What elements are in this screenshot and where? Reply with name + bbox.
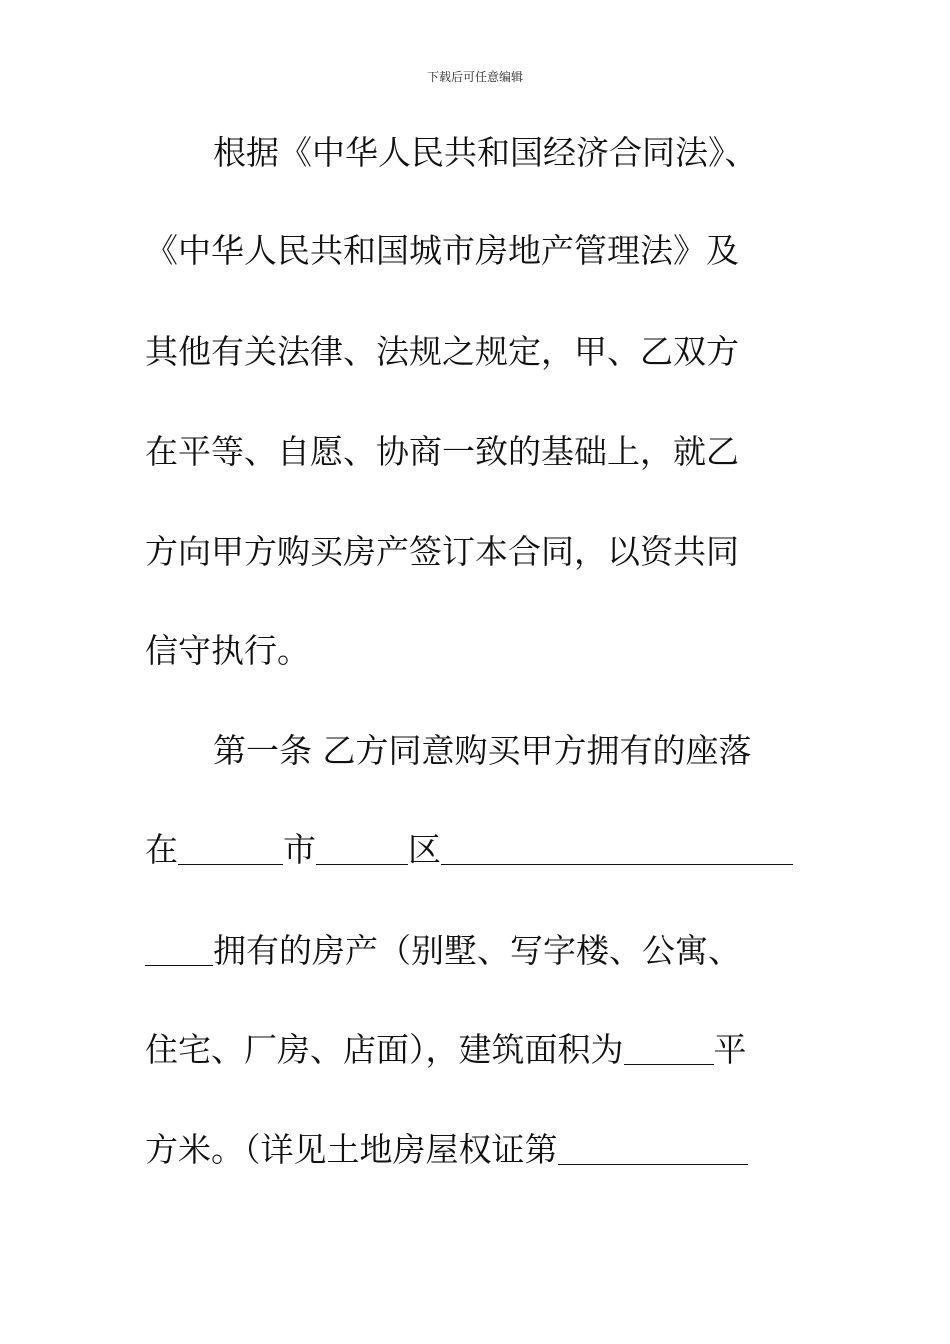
area-line — [145, 1030, 747, 1070]
paragraph-line: 方向甲方购买房产签订本合同，以资共同 — [145, 532, 739, 571]
article-one-line: 第一条 乙方同意购买甲方拥有的座落 — [213, 731, 752, 770]
paragraph-line: 在平等、自愿、协商一致的基础上，就乙 — [145, 432, 739, 471]
certificate-text: 方米。（详见土地房屋权证第 — [145, 1130, 558, 1169]
address-blank — [441, 834, 793, 865]
district-label: 区 — [408, 830, 441, 869]
district-blank — [316, 834, 408, 865]
area-unit-start: 平 — [713, 1030, 747, 1069]
paragraph-line: 信守执行。 — [145, 631, 310, 670]
city-label: 市 — [283, 830, 316, 869]
owner-blank — [145, 935, 213, 966]
header-note: 下载后可任意编辑 — [426, 70, 523, 84]
property-type-line — [145, 931, 741, 971]
paragraph-line: 其他有关法律、法规之规定，甲、乙双方 — [145, 332, 739, 371]
property-type-text: 拥有的房产（别墅、写字楼、公寓、 — [213, 931, 741, 970]
paragraph-line: 《中华人民共和国城市房地产管理法》及 — [145, 231, 739, 270]
area-text: 住宅、厂房、店面），建筑面积为 — [145, 1030, 624, 1069]
paragraph-line: 根据《中华人民共和国经济合同法》、 — [213, 133, 758, 172]
address-line — [145, 830, 793, 870]
certificate-line — [145, 1130, 748, 1170]
city-blank — [178, 834, 283, 865]
area-blank — [624, 1034, 714, 1065]
address-prefix: 在 — [145, 830, 178, 869]
certificate-blank — [558, 1134, 748, 1165]
